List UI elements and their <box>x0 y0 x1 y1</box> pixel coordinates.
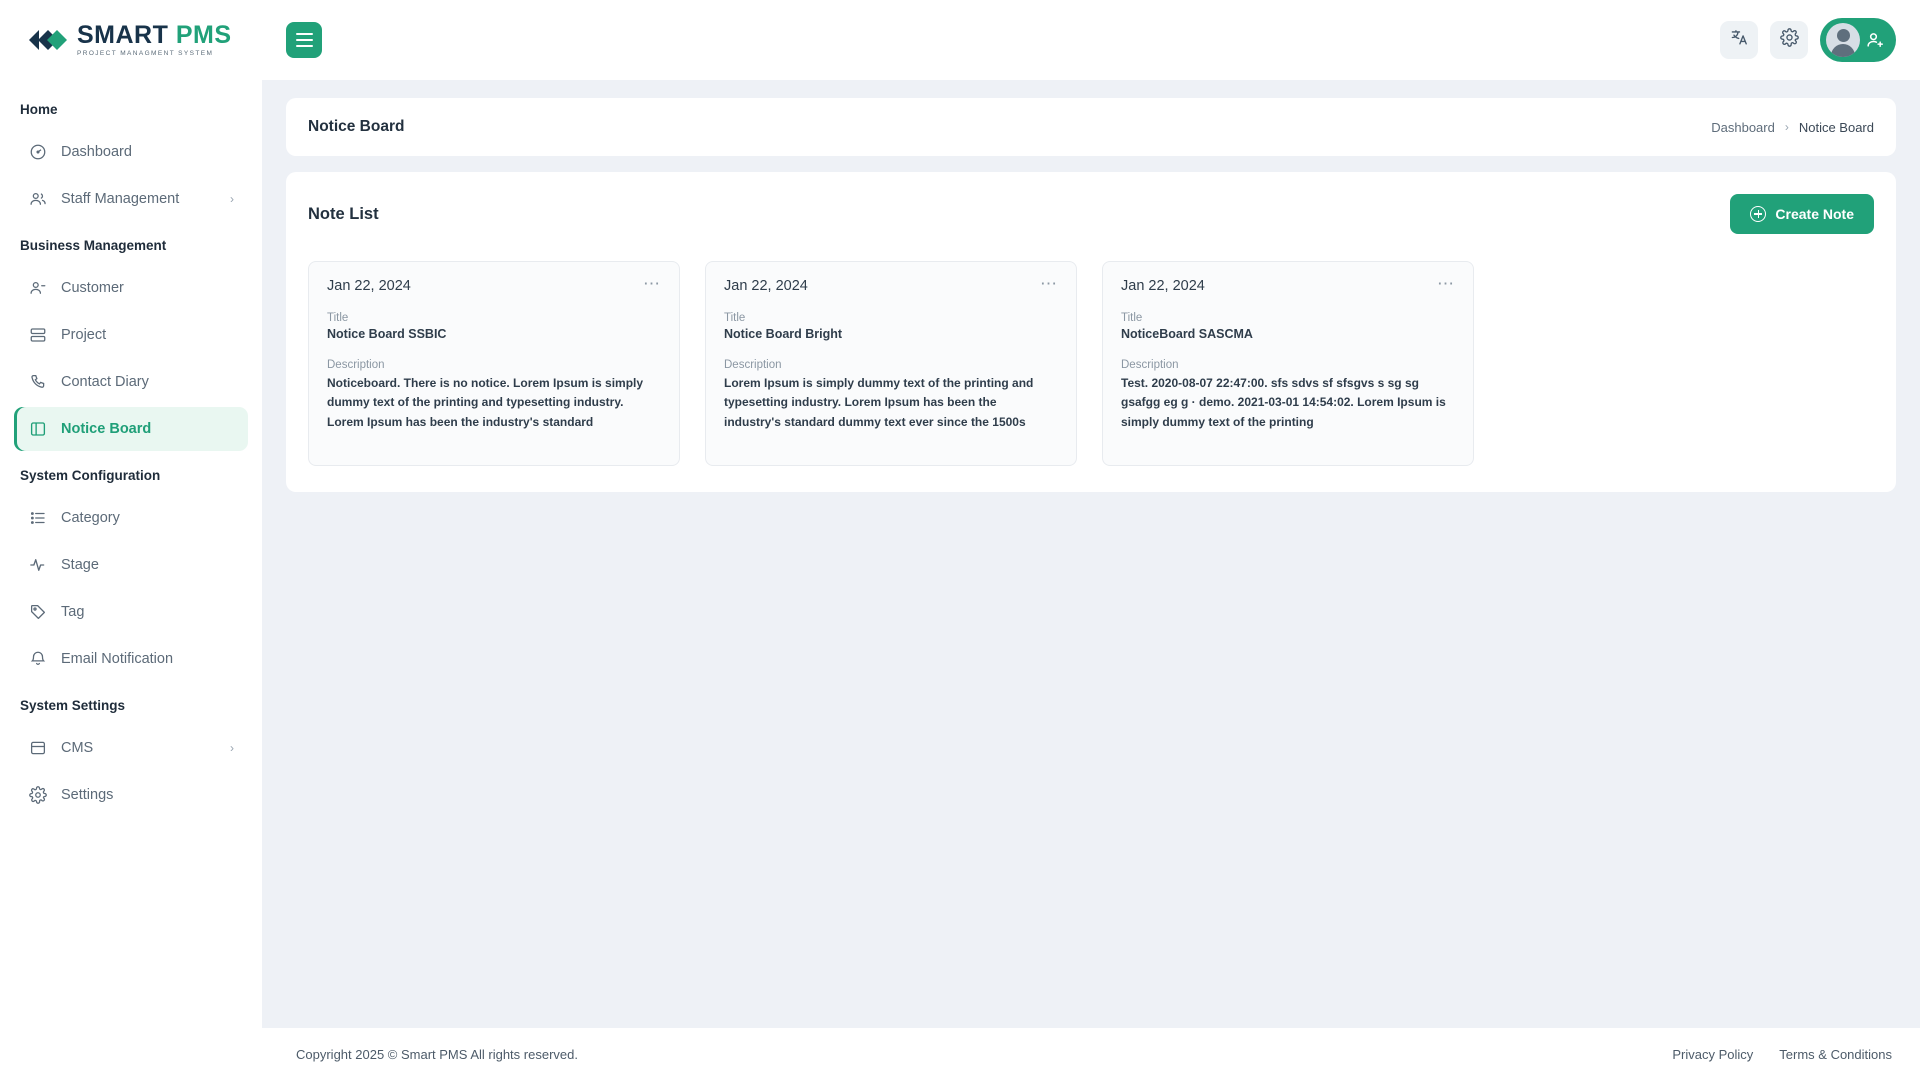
board-icon <box>28 420 47 439</box>
chevron-right-icon: › <box>230 741 234 755</box>
sidebar-item-dashboard[interactable] <box>14 130 248 174</box>
sidebar-item-email-notification[interactable] <box>14 637 248 681</box>
logo-title-smart: SMART <box>77 20 169 49</box>
chevron-right-icon: › <box>230 192 234 206</box>
note-description-value: Test. 2020-08-07 22:47:00. sfs sdvs sf sfsgvs s sg sg gsafgg eg g · demo. 2021-03-01 14:54:02. Lorem Ipsum is simply dummy text of the printing <box>1121 376 1446 429</box>
note-options-menu-icon[interactable]: ⋯ <box>1437 274 1455 293</box>
add-user-icon[interactable] <box>1866 30 1886 50</box>
note-title-value: Notice Board Bright <box>724 327 843 341</box>
sidebar-item-label: Project <box>61 327 107 343</box>
plus-circle-icon <box>1750 206 1766 222</box>
footer-link-privacy-policy[interactable]: Privacy Policy <box>1672 1046 1754 1062</box>
sidebar-item-settings[interactable] <box>14 773 248 817</box>
sidebar-group-home <box>0 88 262 221</box>
sidebar-item-contact-diary[interactable] <box>14 360 248 404</box>
top-bar <box>0 0 1920 80</box>
note-title-label: Title <box>724 312 746 324</box>
sidebar-item-label: Staff Management <box>61 191 180 207</box>
note-card-header <box>724 274 1058 294</box>
bell-icon <box>28 650 47 669</box>
note-date: Jan 22, 2024 <box>1121 278 1205 294</box>
note-list-title: Note List <box>308 204 379 223</box>
breadcrumb-separator-icon: › <box>1784 120 1789 134</box>
sidebar-item-label: Notice Board <box>61 421 152 437</box>
sidebar-item-customer[interactable] <box>14 266 248 310</box>
sidebar-item-label: Settings <box>61 787 114 803</box>
breadcrumb-current: Notice Board <box>1798 119 1874 135</box>
sidebar <box>0 80 262 1028</box>
sidebar-item-label: Customer <box>61 280 124 296</box>
hamburger-icon-line <box>296 39 313 41</box>
main-content <box>262 80 1920 1028</box>
note-list-header <box>308 194 1874 234</box>
sidebar-group-title: System Configuration <box>20 468 161 483</box>
sidebar-item-notice-board[interactable] <box>14 407 248 451</box>
note-list-panel <box>286 172 1896 492</box>
sidebar-item-project[interactable] <box>14 313 248 357</box>
activity-icon <box>28 556 47 575</box>
sidebar-group-system-configuration <box>0 454 262 681</box>
sidebar-group-business <box>0 224 262 451</box>
sidebar-item-label: Dashboard <box>61 144 132 160</box>
gear-icon <box>1780 28 1799 52</box>
content-spacer <box>286 492 1896 1028</box>
user-menu-button[interactable] <box>1820 18 1896 62</box>
note-card-header <box>327 274 661 294</box>
footer-links <box>1672 1047 1892 1062</box>
create-note-label: Create Note <box>1775 206 1854 222</box>
tag-icon <box>28 603 47 622</box>
note-description-label: Description <box>724 359 782 371</box>
note-options-menu-icon[interactable]: ⋯ <box>643 274 661 293</box>
logo-icon <box>26 19 68 61</box>
footer <box>0 1028 1920 1080</box>
logo-title-pms: PMS <box>175 20 232 49</box>
breadcrumb-dashboard[interactable]: Dashboard <box>1711 119 1775 135</box>
language-button[interactable] <box>1720 21 1758 59</box>
top-bar-content <box>262 0 1920 80</box>
top-bar-actions <box>1720 18 1896 62</box>
note-description-label: Description <box>1121 359 1179 371</box>
sidebar-item-label: CMS <box>61 740 94 756</box>
footer-copyright: Copyright 2025 © Smart PMS All rights reserved. <box>296 1046 578 1062</box>
sidebar-item-label: Category <box>61 510 120 526</box>
translate-icon <box>1730 28 1749 52</box>
sidebar-item-label: Email Notification <box>61 651 174 667</box>
sidebar-group-system-settings <box>0 684 262 817</box>
settings-button[interactable] <box>1770 21 1808 59</box>
breadcrumb <box>1711 120 1874 135</box>
gear-icon <box>28 786 47 805</box>
avatar <box>1826 23 1860 57</box>
users-icon <box>28 190 47 209</box>
note-title-label: Title <box>327 312 349 324</box>
note-options-menu-icon[interactable]: ⋯ <box>1040 274 1058 293</box>
note-date: Jan 22, 2024 <box>327 278 411 294</box>
note-title-value: Notice Board SSBIC <box>327 327 447 341</box>
logo-subtitle: PROJECT MANAGMENT SYSTEM <box>77 49 214 57</box>
sidebar-item-label: Stage <box>61 557 99 573</box>
note-card-header <box>1121 274 1455 294</box>
sidebar-item-cms[interactable] <box>14 726 248 770</box>
sidebar-item-stage[interactable] <box>14 543 248 587</box>
sidebar-item-tag[interactable] <box>14 590 248 634</box>
sidebar-item-category[interactable] <box>14 496 248 540</box>
note-cards-container <box>308 261 1874 466</box>
note-description-label: Description <box>327 359 385 371</box>
footer-link-terms-conditions[interactable]: Terms & Conditions <box>1779 1046 1892 1062</box>
hamburger-icon-line <box>296 33 313 35</box>
page-header <box>286 98 1896 156</box>
sidebar-item-label: Tag <box>61 604 85 620</box>
project-icon <box>28 326 47 345</box>
note-description-value: Lorem Ipsum is simply dummy text of the printing and typesetting industry. Lorem Ipsum has been the industry's standard dummy text ever since the 1500s <box>724 376 1034 429</box>
create-note-button[interactable] <box>1730 194 1874 234</box>
app-shell <box>0 80 1920 1028</box>
phone-icon <box>28 373 47 392</box>
note-description-value: Noticeboard. There is no notice. Lorem Ipsum is simply dummy text of the printing and typesetting industry. Lorem Ipsum has been the industry's standard <box>327 376 644 429</box>
note-title-value: NoticeBoard SASCMA <box>1121 327 1253 341</box>
page-title: Notice Board <box>308 118 405 135</box>
note-card[interactable] <box>1102 261 1474 466</box>
note-title-label: Title <box>1121 312 1143 324</box>
sidebar-toggle-button[interactable] <box>286 22 322 58</box>
cms-icon <box>28 739 47 758</box>
sidebar-item-staff-management[interactable] <box>14 177 248 221</box>
app-logo[interactable] <box>0 0 262 80</box>
note-card[interactable] <box>308 261 680 466</box>
sidebar-group-title: Business Management <box>20 238 167 253</box>
sidebar-item-label: Contact Diary <box>61 374 149 390</box>
customer-icon <box>28 279 47 298</box>
hamburger-icon-line <box>296 45 313 47</box>
sidebar-group-title: System Settings <box>20 698 126 713</box>
note-card[interactable] <box>705 261 1077 466</box>
sidebar-group-title: Home <box>20 102 58 117</box>
list-icon <box>28 509 47 528</box>
dashboard-icon <box>28 143 47 162</box>
note-date: Jan 22, 2024 <box>724 278 808 294</box>
